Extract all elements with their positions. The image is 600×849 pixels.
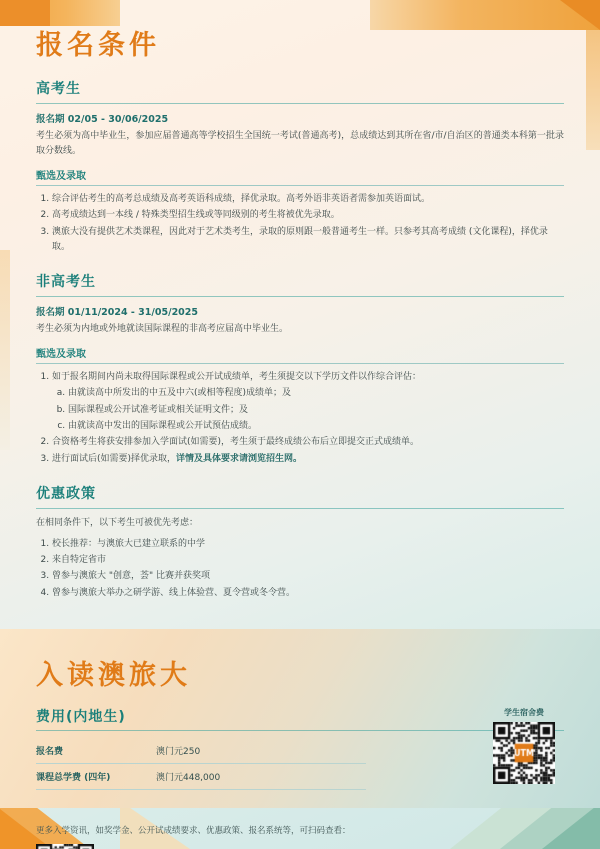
- list-item: 2. 来自特定省市: [52, 553, 564, 568]
- gaokao-criteria-list: [36, 192, 564, 255]
- admissions-qr-code[interactable]: [36, 844, 94, 849]
- sub-list-item: c. 由就读高中发出的国际课程或公开试预估成绩。: [68, 419, 564, 434]
- divider: [36, 508, 564, 509]
- policy-heading: 优惠政策: [36, 485, 96, 502]
- non-gaokao-intro: 考生必须为内地或外地就读国际课程的非高考应届高中毕业生。: [36, 324, 289, 335]
- fee-label: 课程总学费 (四年): [36, 763, 156, 789]
- divider: [36, 730, 564, 731]
- sub-list-item: a. 由就读高中所发出的中五及中六(或相等程度)成绩单；及: [68, 386, 564, 401]
- fee-value: 澳门元448,000: [156, 763, 366, 789]
- table-row: [36, 738, 366, 764]
- footer: [0, 808, 600, 849]
- non-gaokao-criteria-list: [36, 370, 564, 467]
- gaokao-criteria-heading: 甄选及录取: [36, 171, 86, 183]
- section2-title: 入读澳旅大: [36, 659, 191, 691]
- section-enrollment: [0, 629, 600, 808]
- divider: [36, 185, 564, 186]
- block-gaokao: [36, 78, 564, 255]
- non-gaokao-date-label: 报名期 01/11/2024 - 31/05/2025: [36, 307, 199, 319]
- list-item: 3. 进行面试后(如需要)择优录取，详情及具体要求请浏览招生网。: [52, 452, 564, 467]
- fee-label: 报名费: [36, 738, 156, 764]
- list-item: 3. 曾参与澳旅大 "创意，荟" 比赛并获奖项: [52, 569, 564, 584]
- divider: [36, 296, 564, 297]
- fee-value: 澳门元250: [156, 738, 366, 764]
- list-item: 3. 澳旅大没有提供艺术类课程，因此对于艺术类考生，录取的原则跟一般普通考生一样。只参考其高考成绩 (文化课程)，择优录取。: [52, 225, 564, 256]
- non-gaokao-criteria-heading: 甄选及录取: [36, 349, 86, 361]
- divider: [36, 103, 564, 104]
- dorm-fee-qr-block: [488, 707, 560, 784]
- table-row: [36, 763, 366, 789]
- sub-list: [52, 386, 564, 434]
- block-preferential-policy: [36, 483, 564, 601]
- block-non-gaokao: [36, 271, 564, 467]
- dorm-fee-qr-code[interactable]: [493, 722, 555, 784]
- list-item: 4. 曾参与澳旅大举办之研学游、线上体验营、夏令营或冬令营。: [52, 586, 564, 601]
- page-title: 报名条件: [36, 30, 160, 61]
- gaokao-date-label: 报名期 02/05 - 30/06/2025: [36, 114, 169, 126]
- gaokao-intro: 考生必须为高中毕业生，参加应届普通高等学校招生全国统一考试(普通高考)，总成绩达到其所在省/市/自治区的普通类本科第一批录取分数线。: [36, 131, 564, 157]
- policy-intro: 在相同条件下，以下考生可被优先考虑：: [36, 517, 199, 528]
- list-item: 1. 如于报名期间内尚未取得国际课程或公开试成绩单，考生须提交以下学历文件以作综合评估： a. 由就读高中所发出的中五及中六(或相等程度)成绩单；及 b. 国际课程或公开试准考证或相关证明文件；及 c. 由就读高中发出的国际课程或公开试预估成绩。: [52, 370, 564, 434]
- list-item: 1. 综合评估考生的高考总成绩及高考英语科成绩，择优录取。高考外语非英语者需参加英语面试。: [52, 192, 564, 207]
- gaokao-heading: 高考生: [36, 81, 81, 98]
- policy-list: [36, 537, 564, 601]
- dorm-fee-qr-caption: 学生宿舍费: [504, 707, 544, 717]
- emphasis-text: 详情及具体要求请浏览招生网。: [176, 453, 303, 464]
- non-gaokao-heading: 非高考生: [36, 274, 96, 291]
- fees-heading: 费用(内地生): [36, 708, 126, 725]
- footer-text: 更多入学资讯，如奖学金、公开试成绩要求、优惠政策、报名系统等，可扫码查看：: [36, 825, 351, 836]
- list-item: 2. 高考成绩达到一本线 / 特殊类型招生线或等同级别的考生将被优先录取。: [52, 208, 564, 223]
- list-item: 1. 校长推荐：与澳旅大已建立联系的中学: [52, 537, 564, 552]
- list-item: 2. 合资格考生将获安排参加入学面试(如需要)，考生须于最终成绩公布后立即提交正式成绩单。: [52, 435, 564, 450]
- sub-list-item: b. 国际课程或公开试准考证或相关证明文件；及: [68, 403, 564, 418]
- divider: [36, 363, 564, 364]
- fees-table: [36, 738, 366, 790]
